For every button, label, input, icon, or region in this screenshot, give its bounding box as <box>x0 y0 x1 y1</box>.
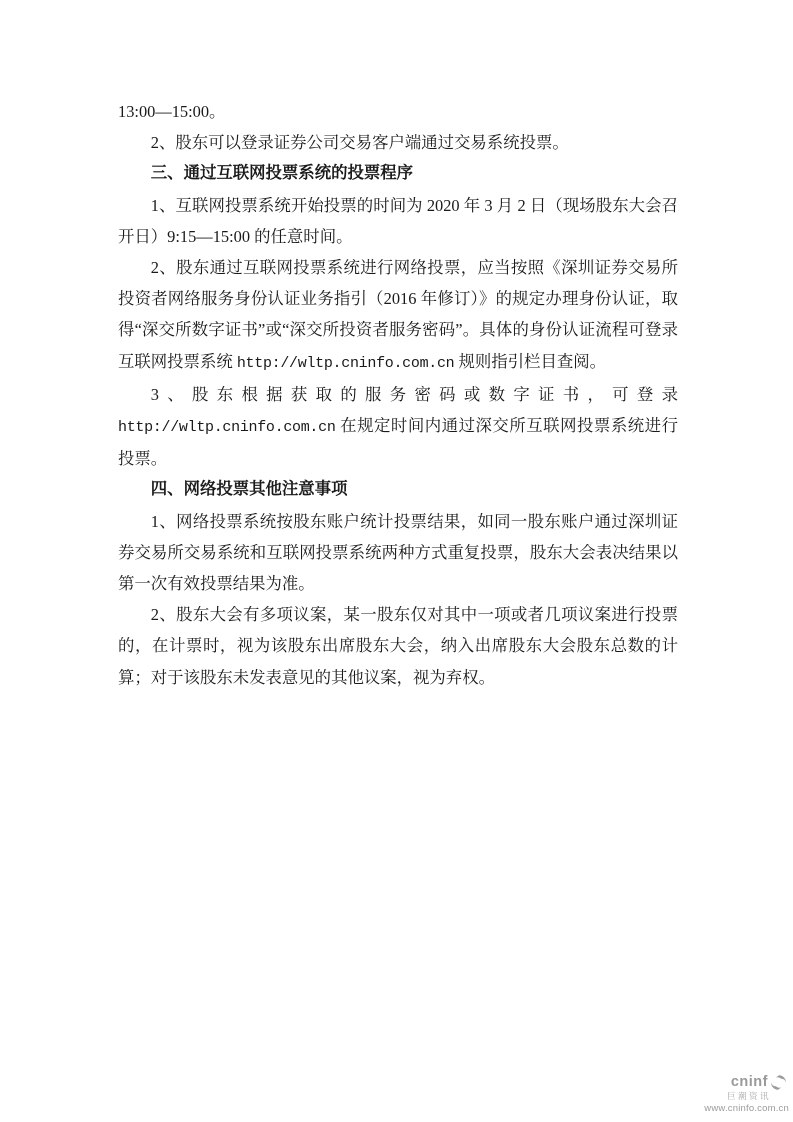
url-text: http://wltp.cninfo.com.cn <box>236 354 455 372</box>
paragraph-login-voting: 3、股东根据获取的服务密码或数字证书，可登录 http://wltp.cninfo.com.cn 在规定时间内通过深交所互联网投票系统进行投票。 <box>118 384 678 469</box>
cninfo-url: www.cninfo.com.cn <box>704 1102 789 1114</box>
cninfo-swirl-icon <box>770 1074 787 1091</box>
paragraph-identity-authentication: 2、股东通过互联网投票系统进行网络投票，应当按照《深圳证券交易所投资者网络服务身份认证业务指引（2016 年修订）》的规定办理身份认证，取得“深交所数字证书”或“深交所投资者服务密码”。具体的身份认证流程可登录互联网投票系统 http://wltp.cninfo.com.cn 规则指引栏目查阅。 <box>118 258 678 372</box>
section-heading-4: 四、网络投票其他注意事项 <box>150 480 348 499</box>
cninfo-chinese-name: 巨潮资讯 <box>726 1091 771 1102</box>
cninfo-watermark <box>704 1074 789 1114</box>
paragraph-duplicate-voting: 1、网络投票系统按股东账户统计投票结果，如同一股东账户通过深圳证券交易所交易系统和互联网投票系统两种方式重复投票，股东大会表决结果以第一次有效投票结果为准。 <box>118 511 678 594</box>
document-body <box>118 96 678 693</box>
paragraph-trading-client: 2、股东可以登录证券公司交易客户端通过交易系统投票。 <box>150 133 569 153</box>
url-text: http://wltp.cninfo.com.cn <box>118 419 336 437</box>
cninfo-brand-text: cninf <box>730 1073 768 1090</box>
section-heading-3: 三、通过互联网投票系统的投票程序 <box>150 164 414 183</box>
paragraph-partial-voting: 2、股东大会有多项议案，某一股东仅对其中一项或者几项议案进行投票的，在计票时，视为该股东出席股东大会，纳入出席股东大会股东总数的计算；对于该股东未发表意见的其他议案，视为弃权。 <box>118 605 678 687</box>
paragraph-time-range: 13:00—15:00。 <box>118 102 226 121</box>
cninfo-brand-row <box>704 1074 789 1091</box>
paragraph-internet-voting-time: 1、互联网投票系统开始投票的时间为 2020 年 3 月 2 日（现场股东大会召开日）9:15—15:00 的任意时间。 <box>118 195 678 246</box>
